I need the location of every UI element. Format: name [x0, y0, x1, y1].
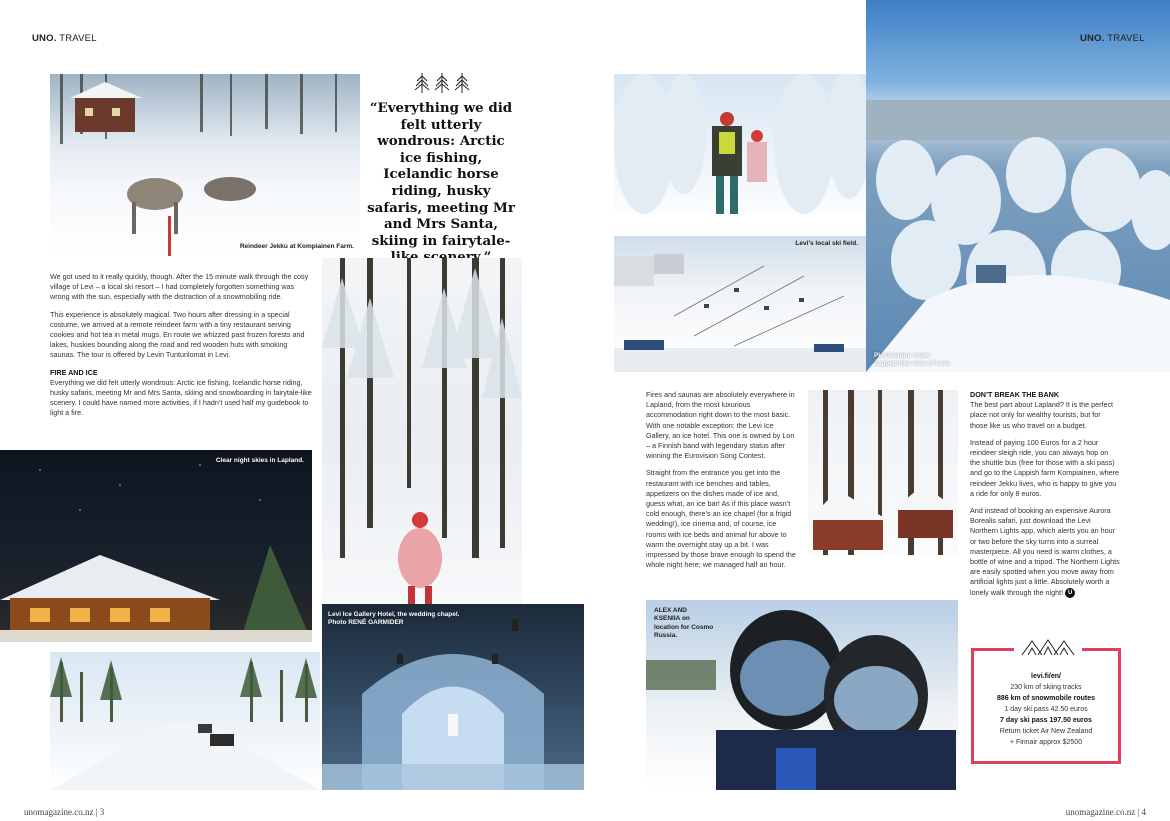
caption-text: capped tree view of Levi. — [874, 360, 951, 368]
paragraph: We got used to it really quickly, though. After the 15 minute walk through the cosy village of Levi – a local ski resort – I had completely forgotten something was wrong with the sun, especially with the distraction of a snowmobiling ride. — [50, 272, 309, 302]
end-mark-icon: U — [1065, 588, 1075, 598]
info-box — [971, 648, 1121, 764]
caption-text: on location for Cosmo Russia. — [654, 615, 714, 640]
page-number: 3 — [99, 807, 105, 817]
paragraph: The best part about Lapland? It is the perfect place not only for wealthy tourists, but for those like us who travel on a budget. — [970, 400, 1114, 430]
paragraph: Everything we did felt utterly wondrous: Arctic ice fishing, Icelandic horse riding, husky safaris, meeting Mr and Mrs Santa, skiing and snowboarding in fairytale-like scenery. I could have named more activities, if I hadn’t used half my guidebook to light a fire. — [50, 377, 312, 418]
section-heading: FIRE AND ICE — [50, 367, 98, 377]
reindeer-caption: Reindeer Jekku at Kompiainen Farm. — [239, 242, 354, 250]
night-photo — [0, 450, 312, 642]
photo-credit: RENÉ GARMIDER — [348, 619, 404, 627]
left-header — [32, 33, 97, 44]
cabin-photo — [808, 390, 958, 588]
pine-trees-icon — [372, 72, 512, 92]
footer-site: unomagazine.co.nz — [24, 807, 94, 817]
selfie-photo — [646, 600, 958, 790]
paragraph: Instead of paying 100 Euros for a 2 hour reindeer sleigh ride, you can always hop on the shuttle bus (free for those with a ski pass) and go to the Lappish farm Kompiainen, where reindeer Jekku lives, who is happy to give you a ride for only 8 euros. — [970, 437, 1120, 498]
info-line: Return ticket Air New Zealand — [999, 728, 1093, 735]
footer-separator: | — [95, 807, 98, 817]
middle-column-text — [646, 390, 798, 577]
ice-chapel-photo — [322, 604, 584, 790]
info-line: 7 day ski pass 197.50 euros — [1000, 717, 1092, 724]
left-column-text — [50, 272, 312, 426]
mountains-icon — [1014, 638, 1082, 660]
caption-text: Photo — [328, 619, 347, 627]
page-number: 4 — [1141, 807, 1146, 817]
selfie-caption — [654, 607, 714, 641]
right-column-text — [970, 390, 1120, 605]
caption-names: ALEX AND KSENIIA — [654, 607, 687, 623]
footer-separator: | — [1137, 807, 1140, 817]
brand-name: UNO. — [32, 33, 57, 44]
caption-text: Levi Ice Gallery Hotel, the wedding chapel. — [328, 611, 460, 618]
hikers-photo — [614, 74, 866, 230]
ice-chapel-caption — [328, 611, 488, 628]
footer-site: unomagazine.co.nz — [1065, 807, 1136, 817]
left-footer — [24, 807, 104, 817]
pull-quote: “Everything we did felt utterly wondrous: Arctic ice fishing, Icelandic horse riding, husky safaris, meeting Mr and Mrs Santa, skiing in fairytale- — [367, 100, 515, 249]
paragraph-text: And instead of booking an expensive Aurora Borealis safari, just download the Levi Northern Lights app, which alerts you an hour or two before the sky turns into a surreal masterpiece. All you need is warm clothes, a bottle of wine and a tripod. The Northern Lights are easily spotted when you move away from artificial lights just a little. Absolutely worth a lonely walk through the night! — [970, 506, 1120, 597]
info-line: 230 km of skiing tracks — [1010, 684, 1082, 691]
info-url[interactable]: levi.fi/en/ — [1031, 673, 1061, 680]
info-lines — [974, 671, 1118, 748]
info-line: 886 km of snowmobile routes — [996, 695, 1096, 702]
paragraph-last — [970, 506, 1120, 598]
snowmobile-photo — [50, 652, 320, 790]
right-header — [1080, 33, 1145, 44]
aerial-snow-photo — [866, 0, 1170, 372]
reindeer-photo — [50, 74, 360, 258]
section-name: TRAVEL — [1107, 33, 1145, 44]
caption-text: Picturesque snow — [874, 352, 930, 359]
section-heading: DON’T BREAK THE BANK — [970, 390, 1060, 399]
info-line: + Finnair approx $2500 — [1009, 739, 1083, 746]
brand-name: UNO. — [1080, 33, 1105, 44]
right-footer — [1066, 807, 1146, 817]
paragraph: Fires and saunas are absolutely everywhere in Lapland, from the most luxurious accommodation right down to the most basic. With one notable exception: the Levi Ice Gallery, an ice hotel. This one is owned by Lon – a Finnish band with legendary status after winning the Eurovision Song Contest. — [646, 390, 795, 461]
ski-field-caption: Levi’s local ski field. — [795, 240, 858, 247]
info-line: 1 day ski pass 42.50 euros — [1004, 706, 1088, 713]
night-caption: Clear night skies in Lapland. — [215, 457, 304, 464]
ski-field-photo — [614, 236, 866, 372]
paragraph: Straight from the entrance you get into the restaurant with ice benches and tables, appetizers on the dishes made of ice and, guess what, an ice bar! As if this place wasn’t cold enough, there’s an ice chapel (for a frigid wedding!), ice cinema and, of course, ice rooms with ice beds and animal fur above to warm the overnight stay up a bit. I was impressed by those brave enough to spend the whole night here; we managed half an hour. — [646, 468, 796, 570]
paragraph: This experience is absolutely magical. Two hours after dressing in a special costume, we arrived at a remote reindeer farm with a tiny restaurant serving cookies and hot tea in metal mugs. En route we whizzed past frozen forests and lakes, huskies bounding along the road and red wooden huts with smoking saunas. The tour is offered by Levin Tunturilomat in Levi. — [50, 309, 305, 360]
aerial-caption — [874, 352, 951, 369]
forest-photo — [322, 258, 522, 604]
section-name: TRAVEL — [59, 33, 97, 44]
